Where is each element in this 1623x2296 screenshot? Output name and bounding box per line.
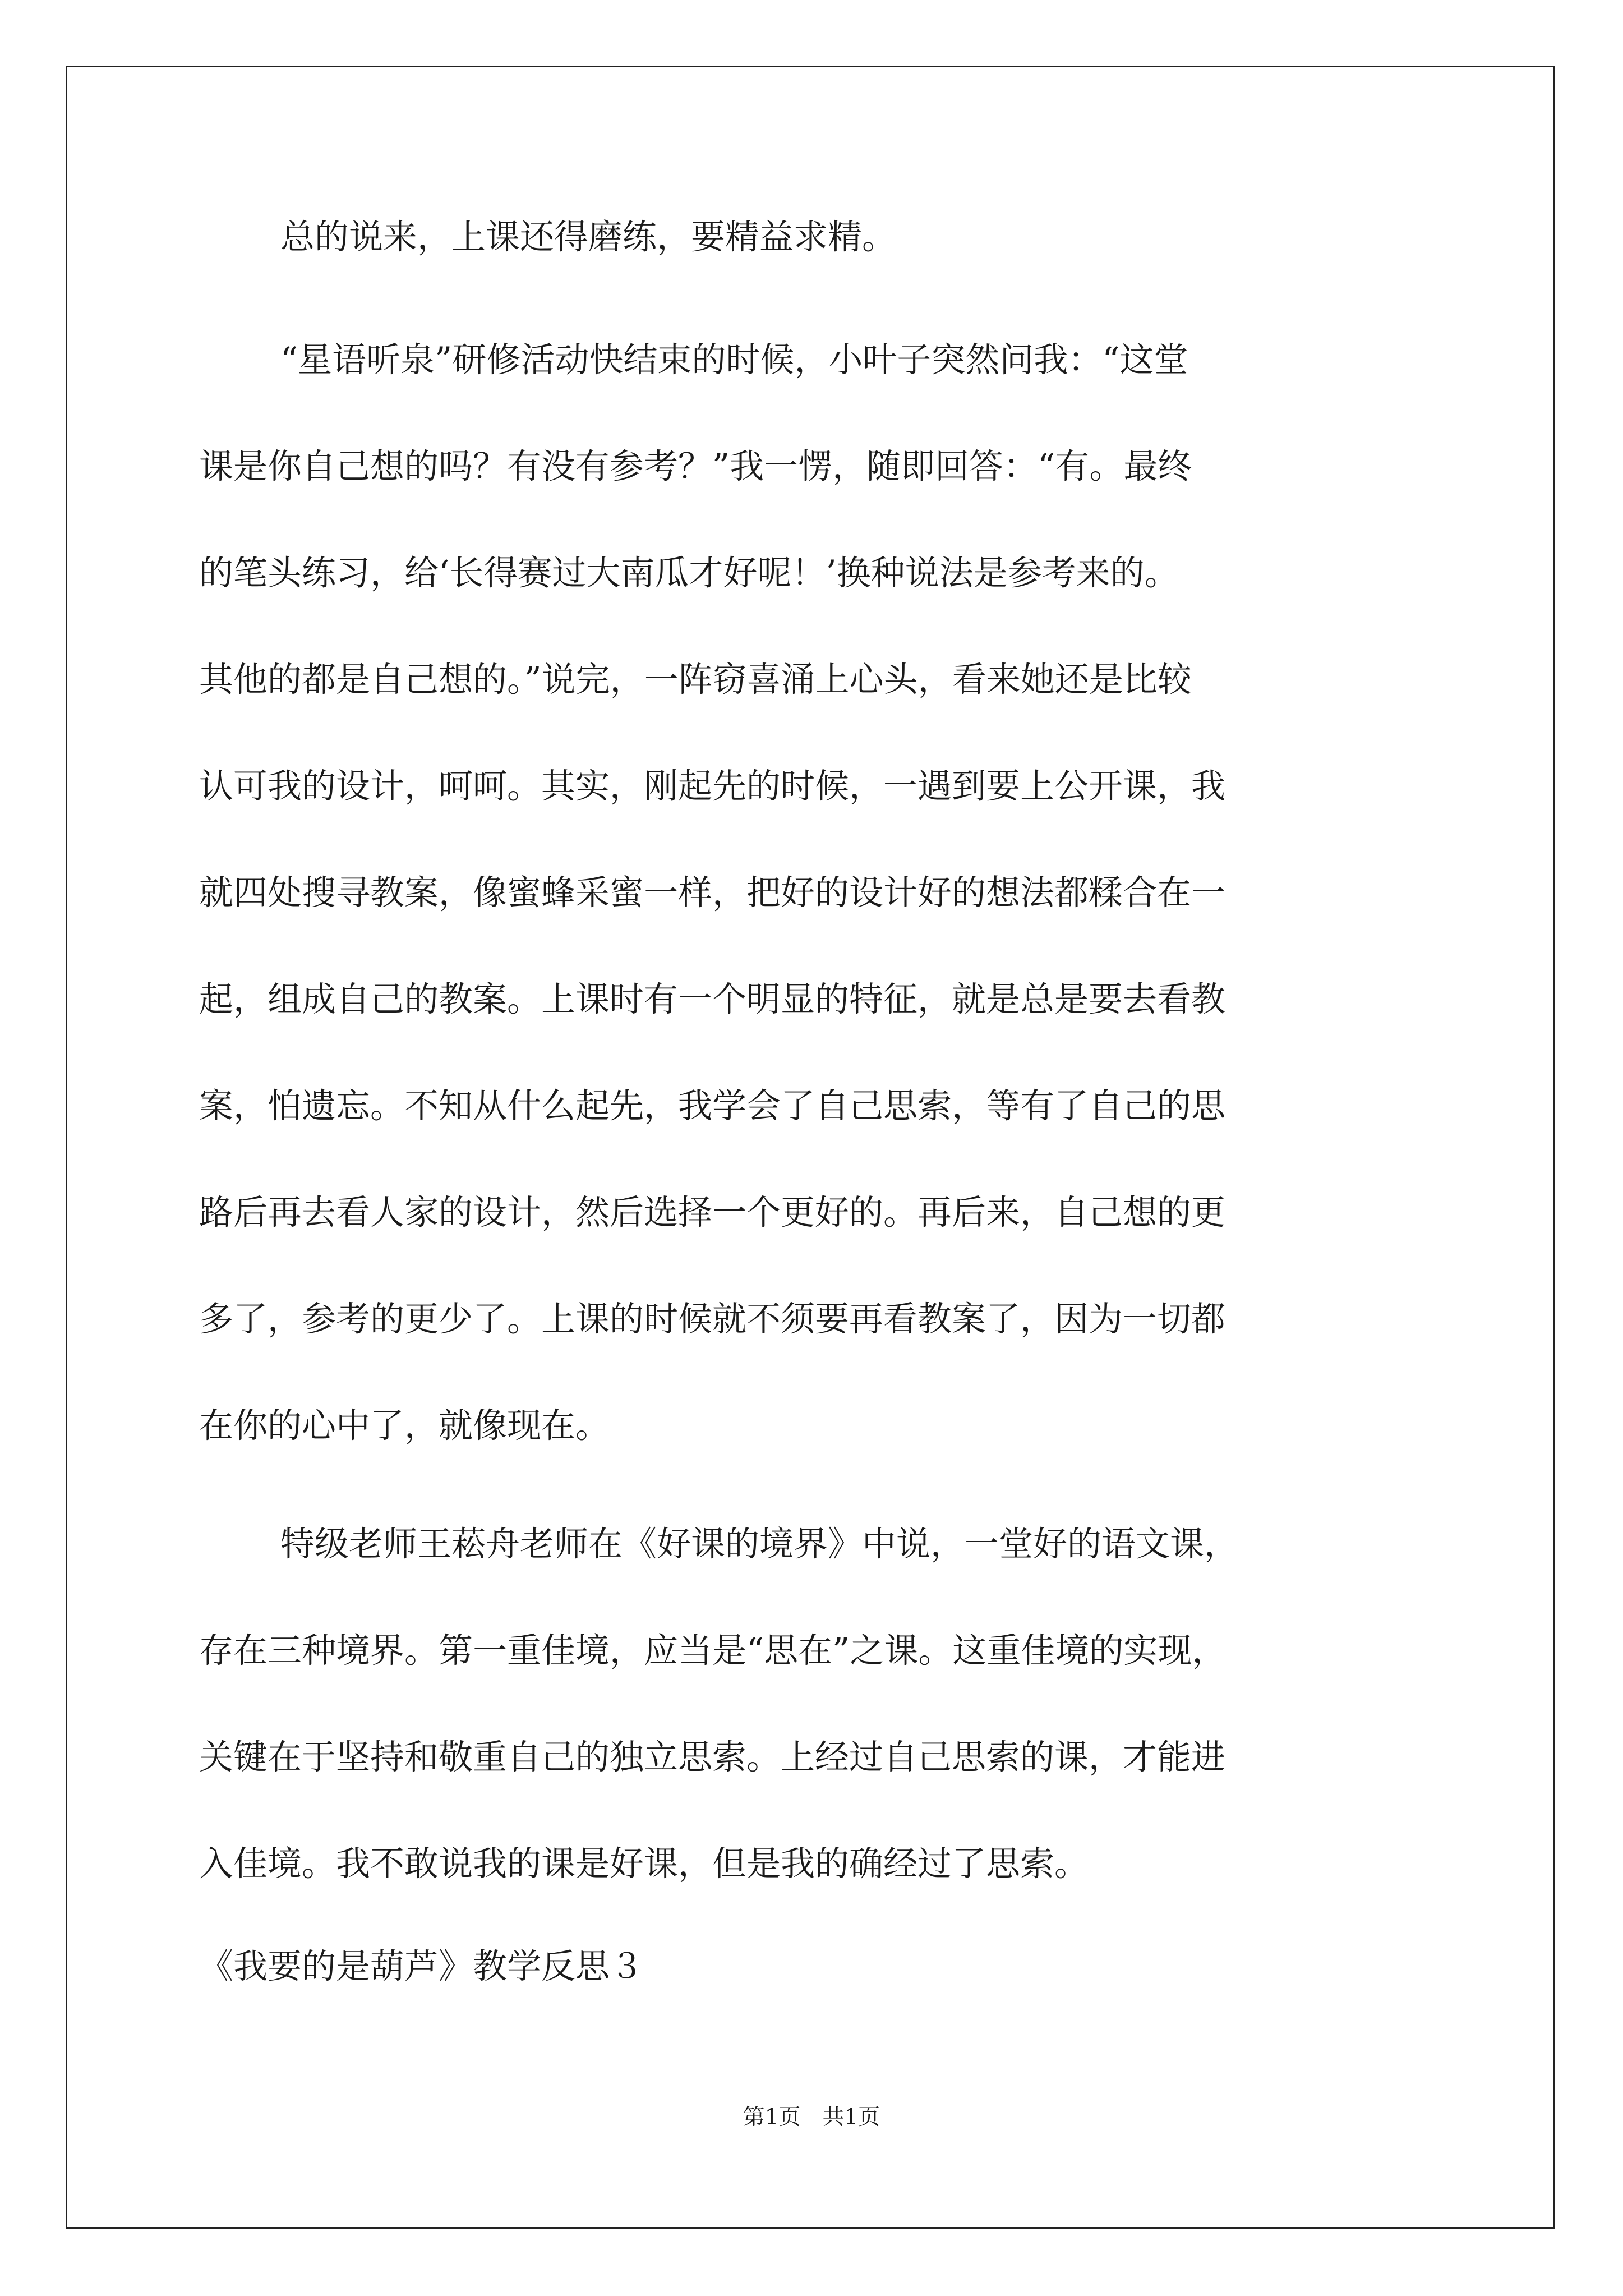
paragraph-2-line-2: 课是你自己想的吗？有没有参考？”我一愣，随即回答：“有。最终: [199, 447, 1192, 486]
paragraph-2-line-4: 其他的都是自己想的。”说完，一阵窃喜涌上心头，看来她还是比较: [199, 660, 1192, 700]
paragraph-2-line-9: 路后再去看人家的设计，然后选择一个更好的。再后来，自己想的更: [199, 1193, 1226, 1232]
paragraph-2-line-10: 多了，参考的更少了。上课的时候就不须要再看教案了，因为一切都: [199, 1299, 1226, 1339]
paragraph-1-line-1: 总的说来，上课还得磨练，要精益求精。: [280, 217, 897, 257]
paragraph-3-line-4: 入佳境。我不敢说我的课是好课，但是我的确经过了思索。: [199, 1844, 1089, 1884]
paragraph-2-line-1: “星语听泉”研修活动快结束的时候，小叶子突然问我：“这堂: [280, 340, 1188, 380]
page-number-footer: 第1页 共1页: [743, 2105, 880, 2130]
paragraph-3-line-3: 关键在于坚持和敬重自己的独立思索。上经过自己思索的课，才能进: [199, 1737, 1226, 1777]
paragraph-3-line-2: 存在三种境界。第一重佳境，应当是“思在”之课。这重佳境的实现，: [199, 1631, 1227, 1671]
paragraph-2-line-3: 的笔头练习，给‘长得赛过大南瓜才好呢！’换种说法是参考来的。: [199, 553, 1179, 593]
page-border: [66, 66, 1555, 2229]
paragraph-3-line-1: 特级老师王菘舟老师在《好课的境界》中说，一堂好的语文课，: [280, 1524, 1239, 1564]
paragraph-2-line-6: 就四处搜寻教案，像蜜蜂采蜜一样，把好的设计好的想法都糅合在一: [199, 873, 1226, 913]
paragraph-2-line-5: 认可我的设计，呵呵。其实，刚起先的时候，一遇到要上公开课，我: [199, 766, 1226, 806]
paragraph-2-line-8: 案，怕遗忘。不知从什么起先，我学会了自己思索，等有了自己的思: [199, 1086, 1226, 1126]
paragraph-2-line-7: 起，组成自己的教案。上课时有一个明显的特征，就是总是要去看教: [199, 979, 1226, 1019]
paragraph-2-line-11: 在你的心中了，就像现在。: [199, 1406, 610, 1446]
section-heading: 《我要的是葫芦》教学反思３: [199, 1947, 644, 1986]
